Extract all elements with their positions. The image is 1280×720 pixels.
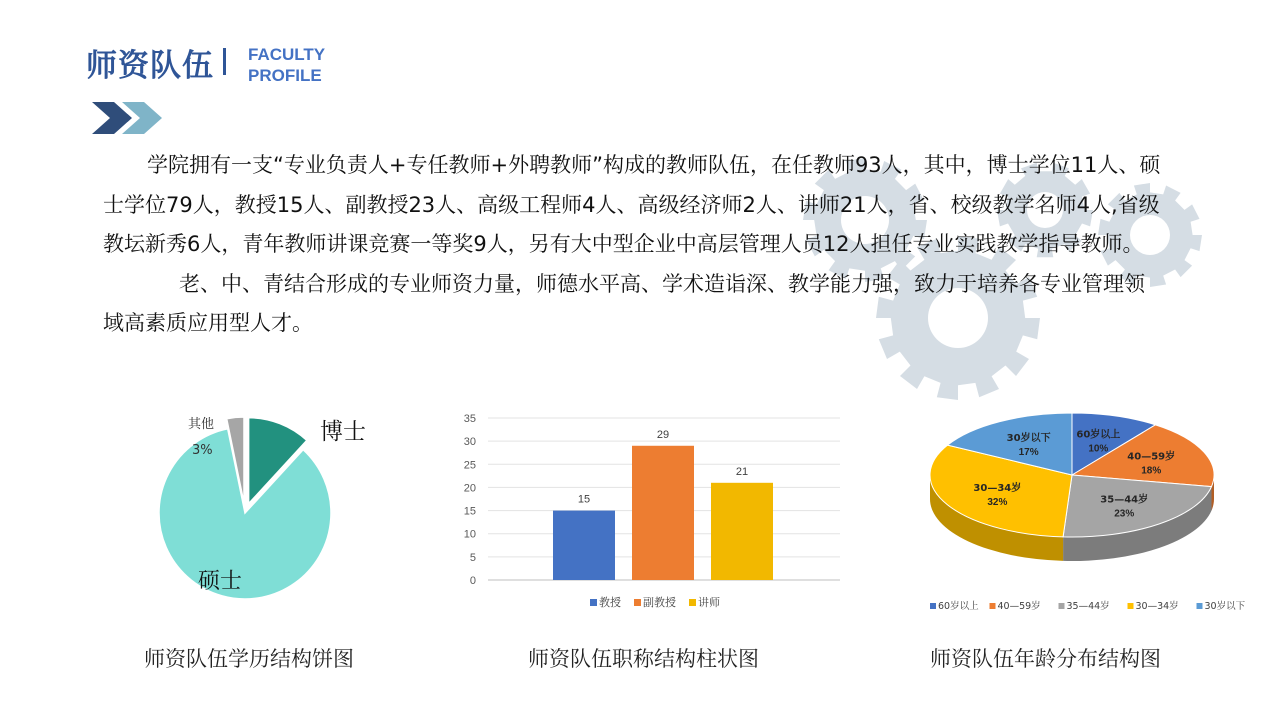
- bar-value-label: 29: [656, 428, 670, 441]
- legend-swatch: [634, 599, 641, 606]
- y-tick-label: 35: [463, 413, 476, 425]
- pie-label: 30岁以下: [1006, 432, 1051, 444]
- legend-label: 副教授: [643, 596, 676, 609]
- intro-text: [103, 146, 1163, 344]
- education-chart-caption: 师资队伍学历结构饼图: [144, 647, 354, 671]
- legend-swatch: [689, 599, 696, 606]
- pie-label: 60岁以上: [1076, 429, 1121, 441]
- title-bar-chart: [450, 408, 850, 620]
- pie-percent-label: 18%: [1141, 465, 1162, 477]
- legend-label: 教授: [599, 596, 621, 609]
- y-tick-label: 5: [469, 551, 476, 564]
- pie-label: 30—34岁: [973, 482, 1022, 494]
- pie-label: 其他: [188, 417, 215, 432]
- pie-label: 40—59岁: [1127, 451, 1176, 463]
- age-pie-chart: [920, 410, 1250, 625]
- y-tick-label: 30: [463, 436, 476, 449]
- bar: [711, 483, 773, 580]
- pie-label: 硕士: [198, 569, 243, 594]
- pie-percent-label: 32%: [987, 496, 1008, 508]
- page-subtitle: [248, 44, 325, 86]
- legend-label: 60岁以上: [938, 601, 979, 612]
- legend-label: 讲师: [698, 596, 720, 609]
- y-tick-label: 20: [463, 482, 476, 495]
- bar-value-label: 15: [577, 493, 591, 506]
- age-chart-caption: 师资队伍年龄分布结构图: [930, 647, 1161, 671]
- pie-slice: [159, 429, 331, 599]
- pie-percent-label: 23%: [1114, 508, 1135, 520]
- double-chevron-icon: [92, 102, 164, 134]
- page-title: 师资队伍: [86, 48, 214, 84]
- legend-swatch: [930, 603, 936, 609]
- y-tick-label: 15: [463, 505, 476, 518]
- pie-percent-label: 10%: [1088, 443, 1109, 455]
- legend-swatch: [990, 603, 996, 609]
- bar: [632, 446, 694, 580]
- bar: [553, 511, 615, 580]
- y-tick-label: 25: [463, 459, 476, 472]
- bar-value-label: 21: [735, 465, 749, 478]
- education-pie-chart: [150, 408, 400, 620]
- intro-paragraph-2: 老、中、青结合形成的专业师资力量，师德水平高、学术造诣深、教学能力强，致力于培养各专业管理领域高素质应用型人才。: [103, 271, 1145, 335]
- title-chart-caption: 师资队伍职称结构柱状图: [528, 647, 759, 671]
- intro-paragraph-1: 学院拥有一支“专业负责人+专任教师+外聘教师”构成的教师队伍，在任教师93人，其中，博士学位11人、硕士学位79人，教授15人、副教授23人、高级工程师4人、高级经济师2人、讲师21人，省、校级教学名师4人,省级教坛新秀6人，青年教师讲课竞赛一等奖9人，另有大中型企业中高层管理人员12人担任专业实践教学指导教师。: [103, 153, 1161, 256]
- subtitle-line-1: FACULTY: [248, 45, 326, 64]
- legend-label: 35—44岁: [1066, 601, 1110, 612]
- title-divider: [223, 48, 226, 75]
- pie-percent-label: 17%: [1018, 446, 1039, 458]
- y-tick-label: 10: [463, 528, 476, 541]
- legend-swatch: [1197, 603, 1203, 609]
- subtitle-line-2: PROFILE: [248, 66, 322, 85]
- y-tick-label: 0: [469, 575, 476, 587]
- legend-label: 30—34岁: [1135, 601, 1179, 612]
- pie-label: 博士: [320, 419, 366, 445]
- legend-label: 40—59岁: [997, 601, 1041, 612]
- legend-swatch: [1059, 603, 1065, 609]
- pie-label: 35—44岁: [1100, 494, 1149, 506]
- legend-label: 30岁以下: [1204, 601, 1246, 612]
- legend-swatch: [1128, 603, 1134, 609]
- legend-swatch: [590, 599, 597, 606]
- pie-percent-label: 3%: [192, 443, 213, 458]
